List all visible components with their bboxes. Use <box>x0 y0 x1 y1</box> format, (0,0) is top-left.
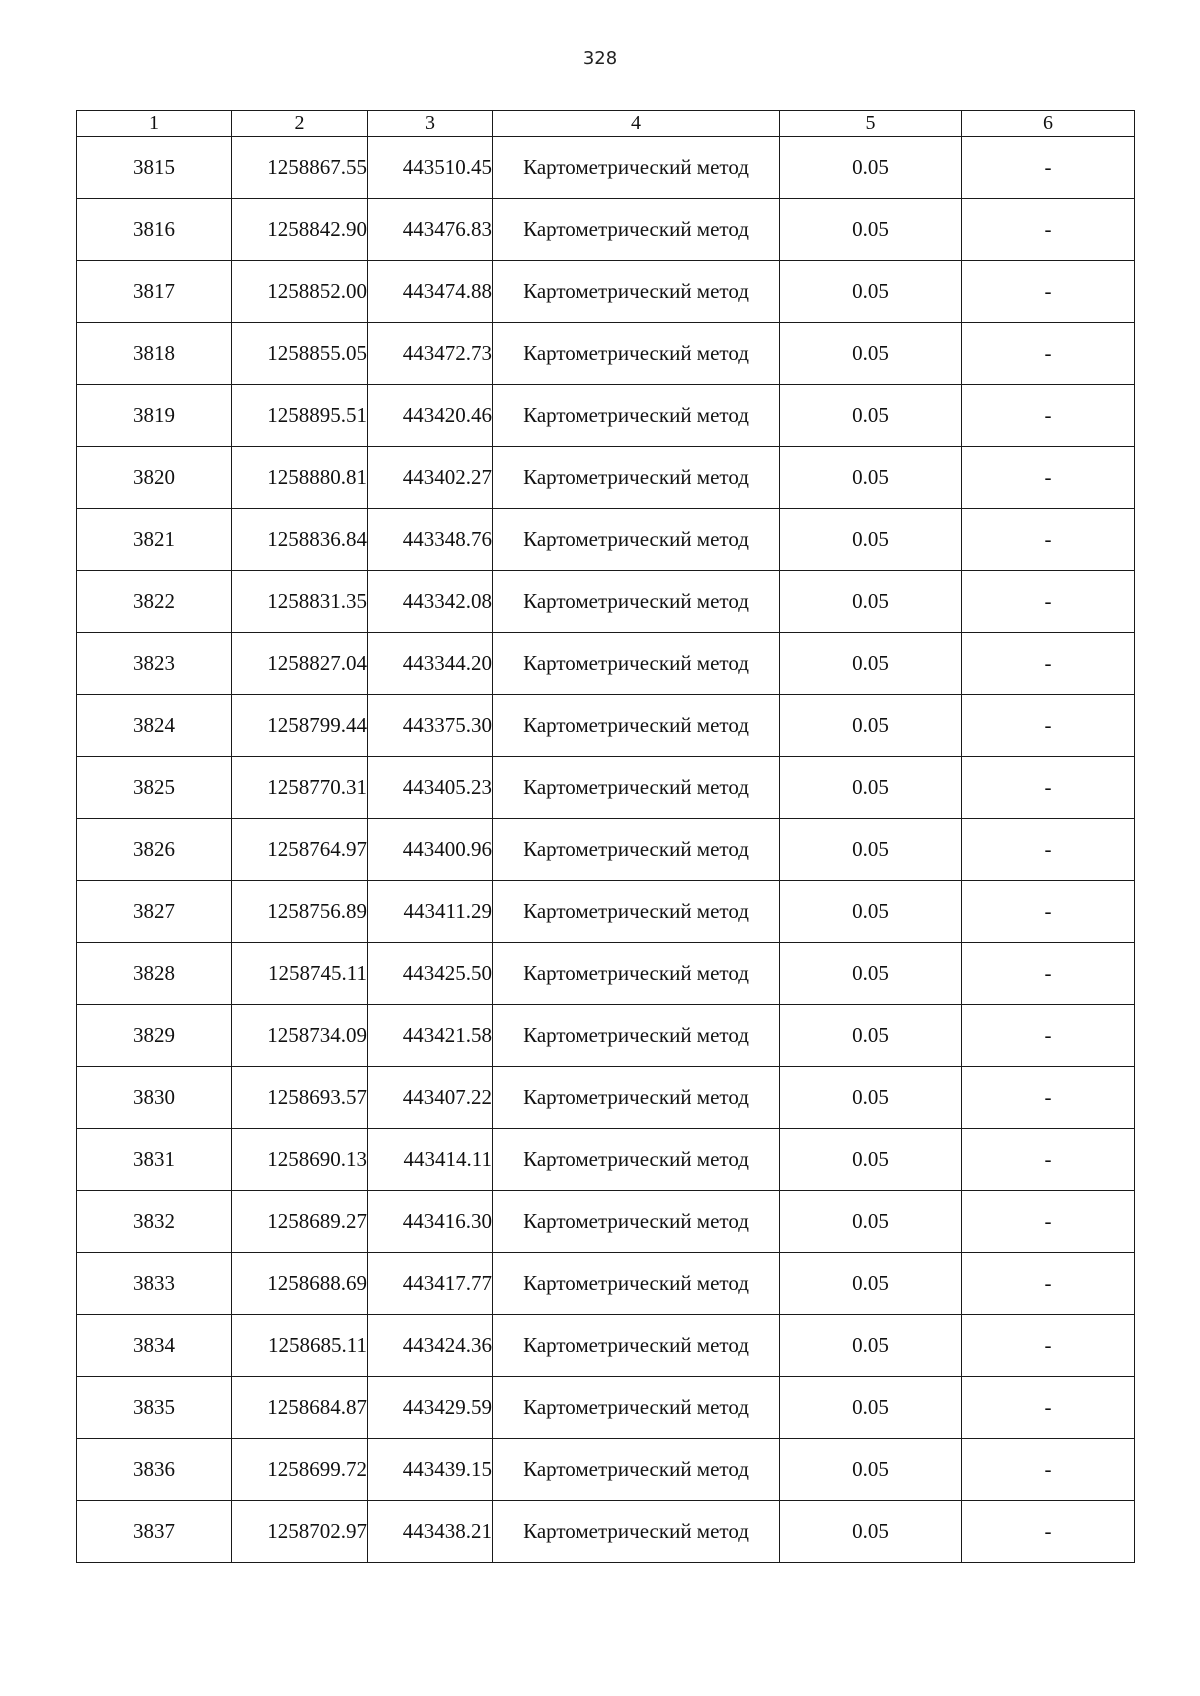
note-cell: - <box>962 633 1135 695</box>
y-coordinate-cell: 443439.15 <box>368 1439 493 1501</box>
point-number-cell: 3828 <box>77 943 232 1005</box>
note-cell: - <box>962 1067 1135 1129</box>
accuracy-cell: 0.05 <box>780 1253 962 1315</box>
x-coordinate-cell: 1258702.97 <box>232 1501 368 1563</box>
method-cell: Картометрический метод <box>493 1005 780 1067</box>
method-cell: Картометрический метод <box>493 571 780 633</box>
y-coordinate-cell: 443416.30 <box>368 1191 493 1253</box>
accuracy-cell: 0.05 <box>780 633 962 695</box>
table-row <box>77 385 1135 447</box>
x-coordinate-cell: 1258895.51 <box>232 385 368 447</box>
method-cell: Картометрический метод <box>493 757 780 819</box>
point-number-cell: 3835 <box>77 1377 232 1439</box>
accuracy-cell: 0.05 <box>780 385 962 447</box>
note-cell: - <box>962 1501 1135 1563</box>
x-coordinate-cell: 1258880.81 <box>232 447 368 509</box>
method-cell: Картометрический метод <box>493 1067 780 1129</box>
point-number-cell: 3827 <box>77 881 232 943</box>
accuracy-cell: 0.05 <box>780 447 962 509</box>
accuracy-cell: 0.05 <box>780 695 962 757</box>
point-number-cell: 3831 <box>77 1129 232 1191</box>
accuracy-cell: 0.05 <box>780 571 962 633</box>
note-cell: - <box>962 509 1135 571</box>
point-number-cell: 3820 <box>77 447 232 509</box>
x-coordinate-cell: 1258770.31 <box>232 757 368 819</box>
note-cell: - <box>962 943 1135 1005</box>
point-number-cell: 3832 <box>77 1191 232 1253</box>
note-cell: - <box>962 571 1135 633</box>
point-number-cell: 3815 <box>77 137 232 199</box>
accuracy-cell: 0.05 <box>780 509 962 571</box>
column-header-3: 3 <box>368 111 493 137</box>
table-row <box>77 199 1135 261</box>
table-row <box>77 509 1135 571</box>
accuracy-cell: 0.05 <box>780 1067 962 1129</box>
column-header-6: 6 <box>962 111 1135 137</box>
note-cell: - <box>962 695 1135 757</box>
note-cell: - <box>962 881 1135 943</box>
method-cell: Картометрический метод <box>493 199 780 261</box>
note-cell: - <box>962 447 1135 509</box>
y-coordinate-cell: 443342.08 <box>368 571 493 633</box>
point-number-cell: 3826 <box>77 819 232 881</box>
note-cell: - <box>962 1005 1135 1067</box>
x-coordinate-cell: 1258684.87 <box>232 1377 368 1439</box>
table-row <box>77 881 1135 943</box>
accuracy-cell: 0.05 <box>780 881 962 943</box>
method-cell: Картометрический метод <box>493 819 780 881</box>
method-cell: Картометрический метод <box>493 943 780 1005</box>
note-cell: - <box>962 1129 1135 1191</box>
method-cell: Картометрический метод <box>493 1439 780 1501</box>
table-row <box>77 323 1135 385</box>
x-coordinate-cell: 1258764.97 <box>232 819 368 881</box>
coordinates-table <box>76 110 1135 1563</box>
method-cell: Картометрический метод <box>493 137 780 199</box>
accuracy-cell: 0.05 <box>780 1005 962 1067</box>
table-row <box>77 1253 1135 1315</box>
method-cell: Картометрический метод <box>493 323 780 385</box>
note-cell: - <box>962 1315 1135 1377</box>
y-coordinate-cell: 443424.36 <box>368 1315 493 1377</box>
table-row <box>77 819 1135 881</box>
table-row <box>77 1005 1135 1067</box>
point-number-cell: 3834 <box>77 1315 232 1377</box>
point-number-cell: 3823 <box>77 633 232 695</box>
note-cell: - <box>962 323 1135 385</box>
accuracy-cell: 0.05 <box>780 199 962 261</box>
point-number-cell: 3830 <box>77 1067 232 1129</box>
table-row <box>77 1439 1135 1501</box>
method-cell: Картометрический метод <box>493 695 780 757</box>
point-number-cell: 3821 <box>77 509 232 571</box>
point-number-cell: 3822 <box>77 571 232 633</box>
y-coordinate-cell: 443414.11 <box>368 1129 493 1191</box>
x-coordinate-cell: 1258855.05 <box>232 323 368 385</box>
y-coordinate-cell: 443438.21 <box>368 1501 493 1563</box>
note-cell: - <box>962 819 1135 881</box>
note-cell: - <box>962 261 1135 323</box>
note-cell: - <box>962 137 1135 199</box>
x-coordinate-cell: 1258827.04 <box>232 633 368 695</box>
x-coordinate-cell: 1258799.44 <box>232 695 368 757</box>
y-coordinate-cell: 443420.46 <box>368 385 493 447</box>
y-coordinate-cell: 443375.30 <box>368 695 493 757</box>
note-cell: - <box>962 199 1135 261</box>
y-coordinate-cell: 443407.22 <box>368 1067 493 1129</box>
point-number-cell: 3836 <box>77 1439 232 1501</box>
accuracy-cell: 0.05 <box>780 1501 962 1563</box>
note-cell: - <box>962 757 1135 819</box>
x-coordinate-cell: 1258690.13 <box>232 1129 368 1191</box>
accuracy-cell: 0.05 <box>780 137 962 199</box>
y-coordinate-cell: 443421.58 <box>368 1005 493 1067</box>
x-coordinate-cell: 1258756.89 <box>232 881 368 943</box>
method-cell: Картометрический метод <box>493 881 780 943</box>
accuracy-cell: 0.05 <box>780 261 962 323</box>
y-coordinate-cell: 443417.77 <box>368 1253 493 1315</box>
table-row <box>77 695 1135 757</box>
table-row <box>77 447 1135 509</box>
table-row <box>77 1067 1135 1129</box>
point-number-cell: 3837 <box>77 1501 232 1563</box>
method-cell: Картометрический метод <box>493 385 780 447</box>
y-coordinate-cell: 443400.96 <box>368 819 493 881</box>
y-coordinate-cell: 443411.29 <box>368 881 493 943</box>
method-cell: Картометрический метод <box>493 1377 780 1439</box>
y-coordinate-cell: 443472.73 <box>368 323 493 385</box>
point-number-cell: 3829 <box>77 1005 232 1067</box>
x-coordinate-cell: 1258693.57 <box>232 1067 368 1129</box>
table-row <box>77 571 1135 633</box>
x-coordinate-cell: 1258689.27 <box>232 1191 368 1253</box>
accuracy-cell: 0.05 <box>780 1439 962 1501</box>
point-number-cell: 3816 <box>77 199 232 261</box>
table-row <box>77 1501 1135 1563</box>
point-number-cell: 3825 <box>77 757 232 819</box>
x-coordinate-cell: 1258745.11 <box>232 943 368 1005</box>
table-row <box>77 943 1135 1005</box>
x-coordinate-cell: 1258688.69 <box>232 1253 368 1315</box>
column-header-2: 2 <box>232 111 368 137</box>
method-cell: Картометрический метод <box>493 509 780 571</box>
y-coordinate-cell: 443510.45 <box>368 137 493 199</box>
column-header-1: 1 <box>77 111 232 137</box>
column-header-4: 4 <box>493 111 780 137</box>
point-number-cell: 3818 <box>77 323 232 385</box>
y-coordinate-cell: 443402.27 <box>368 447 493 509</box>
y-coordinate-cell: 443425.50 <box>368 943 493 1005</box>
point-number-cell: 3824 <box>77 695 232 757</box>
y-coordinate-cell: 443405.23 <box>368 757 493 819</box>
column-header-5: 5 <box>780 111 962 137</box>
table-row <box>77 757 1135 819</box>
y-coordinate-cell: 443344.20 <box>368 633 493 695</box>
accuracy-cell: 0.05 <box>780 323 962 385</box>
x-coordinate-cell: 1258734.09 <box>232 1005 368 1067</box>
table-row <box>77 1191 1135 1253</box>
table-row <box>77 137 1135 199</box>
note-cell: - <box>962 1253 1135 1315</box>
point-number-cell: 3833 <box>77 1253 232 1315</box>
method-cell: Картометрический метод <box>493 261 780 323</box>
x-coordinate-cell: 1258867.55 <box>232 137 368 199</box>
method-cell: Картометрический метод <box>493 1129 780 1191</box>
point-number-cell: 3819 <box>77 385 232 447</box>
point-number-cell: 3817 <box>77 261 232 323</box>
note-cell: - <box>962 1191 1135 1253</box>
table-header-row <box>77 111 1135 137</box>
method-cell: Картометрический метод <box>493 447 780 509</box>
method-cell: Картометрический метод <box>493 633 780 695</box>
x-coordinate-cell: 1258685.11 <box>232 1315 368 1377</box>
table-row <box>77 633 1135 695</box>
note-cell: - <box>962 1377 1135 1439</box>
table-row <box>77 1315 1135 1377</box>
y-coordinate-cell: 443348.76 <box>368 509 493 571</box>
note-cell: - <box>962 385 1135 447</box>
x-coordinate-cell: 1258831.35 <box>232 571 368 633</box>
method-cell: Картометрический метод <box>493 1253 780 1315</box>
x-coordinate-cell: 1258842.90 <box>232 199 368 261</box>
accuracy-cell: 0.05 <box>780 1315 962 1377</box>
x-coordinate-cell: 1258699.72 <box>232 1439 368 1501</box>
y-coordinate-cell: 443476.83 <box>368 199 493 261</box>
x-coordinate-cell: 1258836.84 <box>232 509 368 571</box>
note-cell: - <box>962 1439 1135 1501</box>
table-row <box>77 1129 1135 1191</box>
y-coordinate-cell: 443429.59 <box>368 1377 493 1439</box>
accuracy-cell: 0.05 <box>780 819 962 881</box>
table-row <box>77 1377 1135 1439</box>
x-coordinate-cell: 1258852.00 <box>232 261 368 323</box>
accuracy-cell: 0.05 <box>780 943 962 1005</box>
page-number: 328 <box>582 48 618 69</box>
method-cell: Картометрический метод <box>493 1315 780 1377</box>
table-body <box>77 137 1135 1563</box>
accuracy-cell: 0.05 <box>780 757 962 819</box>
method-cell: Картометрический метод <box>493 1501 780 1563</box>
accuracy-cell: 0.05 <box>780 1191 962 1253</box>
accuracy-cell: 0.05 <box>780 1129 962 1191</box>
table-row <box>77 261 1135 323</box>
method-cell: Картометрический метод <box>493 1191 780 1253</box>
accuracy-cell: 0.05 <box>780 1377 962 1439</box>
y-coordinate-cell: 443474.88 <box>368 261 493 323</box>
